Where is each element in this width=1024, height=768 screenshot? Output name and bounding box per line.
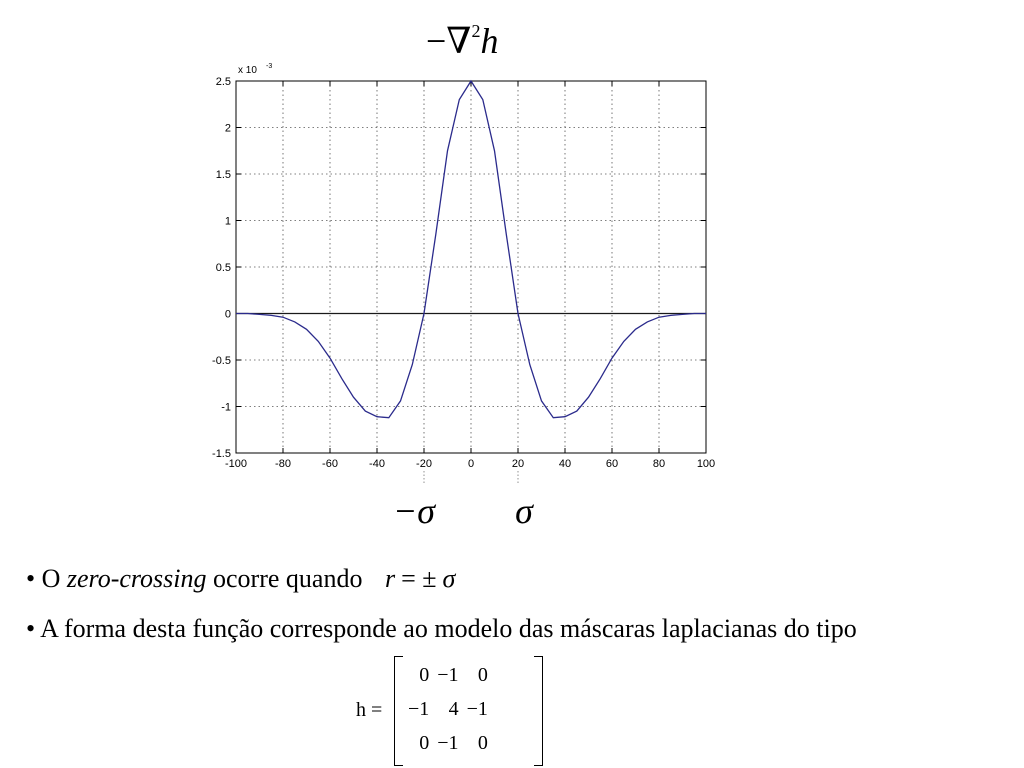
y-tick-label: 1 (224, 215, 231, 228)
x-tick-label: 0 (467, 458, 475, 470)
matrix-label: h = (356, 699, 383, 721)
tick-layer (212, 63, 715, 470)
chart-plot (180, 55, 740, 535)
matrix-cell: −1 (408, 697, 430, 720)
matrix-cell: 0 (419, 731, 430, 754)
bullet-1-prefix: • O (26, 564, 61, 593)
x-tick-label: 40 (558, 458, 572, 470)
x-tick-label: 20 (511, 458, 525, 470)
x-tick-label: -60 (322, 458, 338, 470)
chart-title-variable: h (480, 21, 499, 61)
x-tick-label: 100 (696, 458, 716, 470)
matrix-cell: 0 (419, 663, 430, 686)
matrix-cell: 4 (448, 697, 459, 720)
bullet-laplacian: • A forma desta função corresponde ao modelo das máscaras laplacianas do tipo (26, 614, 857, 643)
matrix-bracket-left (394, 656, 403, 766)
bullet-1-math-eq: = ± (401, 564, 437, 593)
matrix-cell: 0 (477, 663, 488, 686)
matrix-cell: 0 (477, 731, 488, 754)
bullet-1-term: zero-crossing (66, 564, 207, 593)
sigma-layer (393, 471, 534, 531)
x-tick-label: 60 (605, 458, 619, 470)
y-tick-label: -0.5 (212, 355, 231, 367)
x-tick-label: -40 (369, 458, 385, 470)
matrix-cell: −1 (437, 663, 459, 686)
x-tick-label: -100 (224, 458, 248, 470)
bullet-1-suffix: ocorre quando (213, 564, 363, 593)
y-exponent-power: -3 (266, 63, 273, 70)
y-tick-label: 0.5 (215, 262, 231, 274)
bullet-1-math-sigma: σ (442, 564, 456, 593)
matrix-row (404, 726, 492, 760)
matrix-cell: −1 (466, 697, 488, 720)
chart-title (426, 22, 498, 59)
matrix-bracket-right (534, 656, 543, 766)
chart-title-prefix: −∇ (426, 21, 472, 61)
matrix-row (404, 658, 492, 692)
x-tick-label: -20 (416, 458, 432, 470)
matrix-row (404, 692, 492, 726)
sigma-label: σ (515, 491, 533, 531)
chart-title-exponent: 2 (471, 21, 481, 41)
matrix-cell: −1 (437, 731, 459, 754)
y-tick-label: 2 (224, 122, 231, 135)
y-tick-label: 1.5 (215, 169, 231, 181)
y-tick-label: -1 (221, 401, 231, 414)
bullet-1-math-var: r (384, 564, 396, 593)
y-tick-label: -1.5 (212, 448, 231, 460)
x-tick-label: 80 (652, 458, 666, 470)
x-tick-label: -80 (275, 458, 291, 470)
y-exponent-label: x 10 (238, 65, 257, 76)
y-tick-label: 0 (224, 308, 231, 321)
neg-sigma-label: −σ (392, 491, 436, 531)
y-tick-label: 2.5 (215, 76, 231, 88)
bullet-zero-crossing (26, 563, 455, 594)
grid-layer (236, 81, 706, 453)
matrix-table (404, 658, 492, 760)
